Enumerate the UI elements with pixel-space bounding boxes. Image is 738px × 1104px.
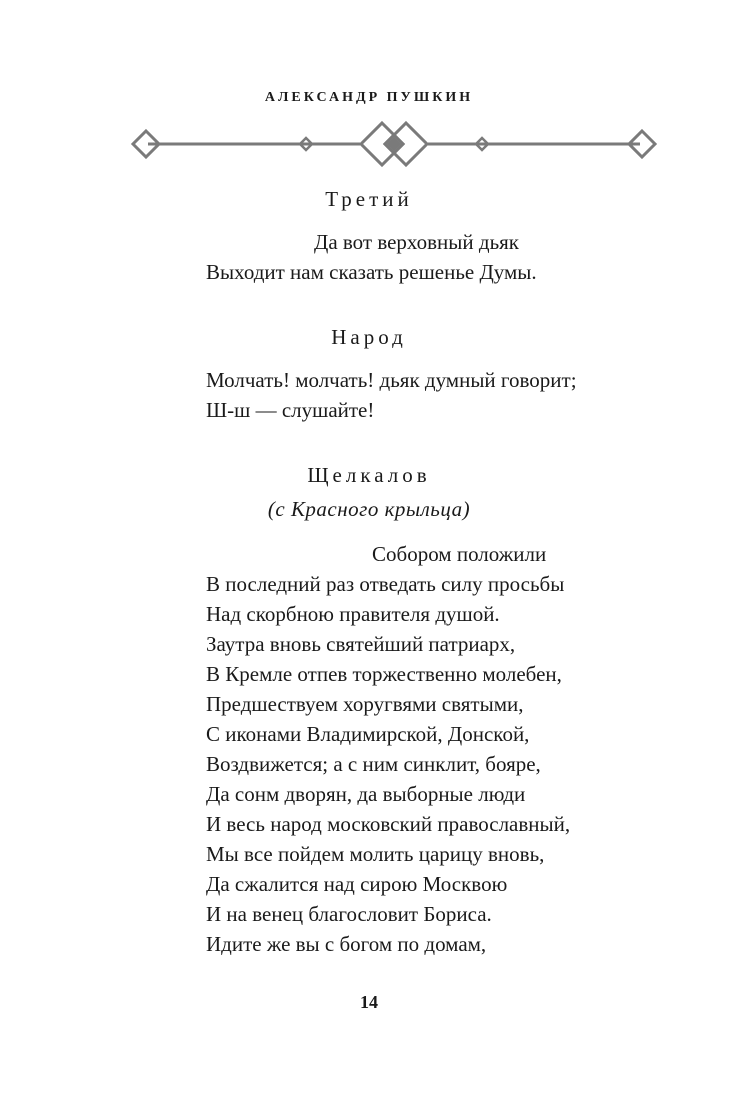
- verse-line: Ш-ш — слушайте!: [206, 398, 375, 422]
- verse-line: Молчать! молчать! дьяк думный говорит;: [206, 368, 577, 392]
- speaker-tretiy: Третий: [325, 187, 413, 211]
- speaker-shchelkalov: Щелкалов: [307, 463, 431, 487]
- stage-direction: (с Красного крыльца): [267, 497, 471, 521]
- verse-line: В Кремле отпев торжественно молебен,: [206, 662, 562, 686]
- verse-narod: [206, 365, 577, 425]
- verse-line: И весь народ московский православный,: [206, 812, 571, 836]
- diamond-line-ornament-icon: [124, 119, 664, 169]
- verse-line: Заутра вновь святейший патриарх,: [206, 632, 516, 656]
- verse-shchelkalov: [206, 539, 570, 959]
- verse-line: Выходит нам сказать решенье Думы.: [206, 260, 537, 284]
- verse-line: Мы все пойдем молить царицу вновь,: [206, 842, 545, 866]
- verse-line: В последний раз отведать силу просьбы: [206, 572, 565, 596]
- verse-line: Да сжалится над сирою Москвою: [206, 872, 508, 896]
- verse-line: И на венец благословит Бориса.: [206, 902, 492, 926]
- speaker-narod: Народ: [331, 325, 407, 349]
- verse-line: Идите же вы с богом по домам,: [206, 932, 487, 956]
- verse-tretiy: [206, 227, 537, 287]
- verse-line: Воздвижется; а с ним синклит, бояре,: [206, 752, 541, 776]
- page-number: 14: [360, 992, 378, 1012]
- running-head-author: АЛЕКСАНДР ПУШКИН: [264, 90, 474, 105]
- verse-line: С иконами Владимирской, Донской,: [206, 722, 530, 746]
- verse-line: Собором положили: [372, 542, 547, 566]
- verse-line: Да сонм дворян, да выборные люди: [206, 782, 526, 806]
- verse-line: Да вот верховный дьяк: [314, 230, 520, 254]
- verse-line: Над скорбною правителя душой.: [206, 602, 500, 626]
- verse-line: Предшествуем хоругвями святыми,: [206, 692, 524, 716]
